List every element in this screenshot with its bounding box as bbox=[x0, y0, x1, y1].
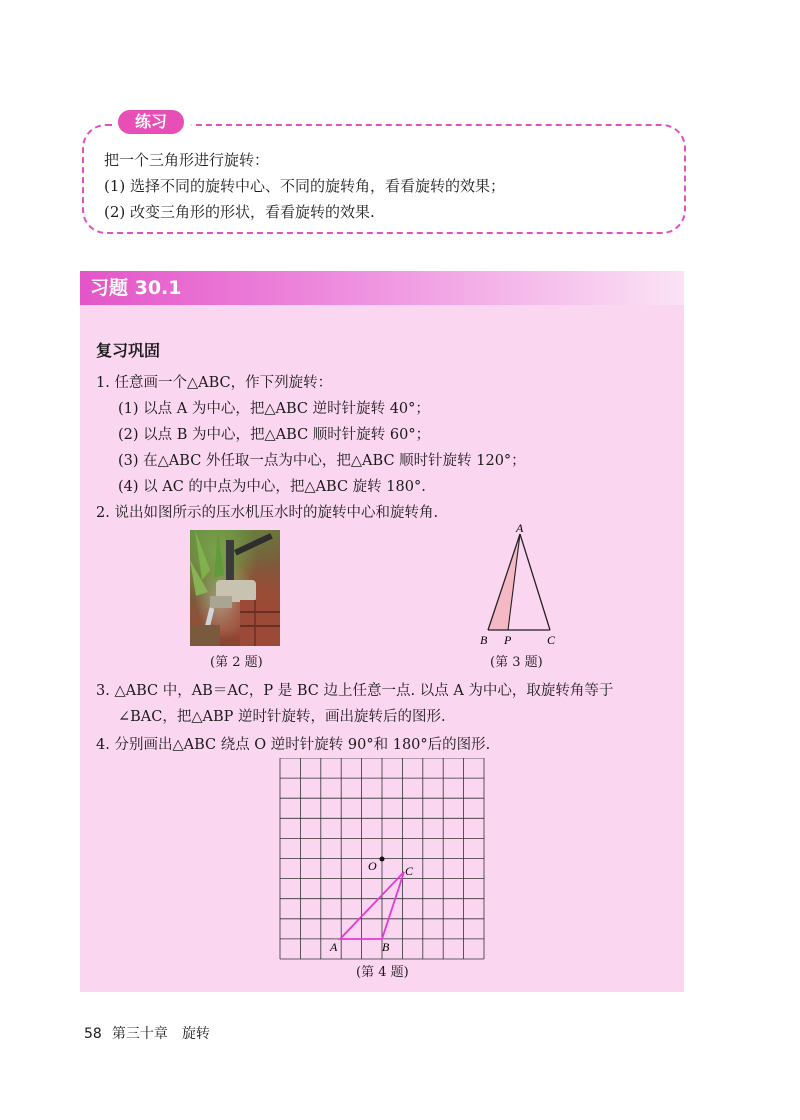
review-subheading: 复习巩固 bbox=[96, 341, 161, 360]
problem-1-part-4: (4) 以 AC 的中点为中心，把△ABC 旋转 180°. bbox=[118, 479, 426, 495]
problem-1-part-1: (1) 以点 A 为中心，把△ABC 逆时针旋转 40°； bbox=[118, 401, 430, 417]
fig3-label-b: B bbox=[480, 633, 488, 647]
fig2-caption: (第 2 题) bbox=[210, 655, 263, 670]
water-pump-illustration bbox=[190, 530, 280, 646]
triangle-abc bbox=[340, 872, 404, 939]
problem-1-part-2: (2) 以点 B 为中心，把△ABC 顺时针旋转 60°； bbox=[118, 427, 431, 443]
fig3-caption: (第 3 题) bbox=[490, 655, 543, 670]
problem-2: 2. 说出如图所示的压水机压水时的旋转中心和旋转角. bbox=[96, 505, 439, 521]
page-footer bbox=[84, 1024, 210, 1044]
side-ac bbox=[520, 534, 550, 630]
practice-line-1: 把一个三角形进行旋转： bbox=[104, 151, 270, 169]
fig4-label-a: A bbox=[330, 940, 338, 954]
practice-line-3: (2) 改变三角形的形状，看看旋转的效果. bbox=[104, 203, 375, 221]
point-o bbox=[380, 857, 385, 862]
problem-1: 1. 任意画一个△ABC，作下列旋转： bbox=[96, 375, 333, 391]
water-pump-photo bbox=[190, 530, 280, 646]
fig4-label-o: O bbox=[368, 859, 377, 873]
fig3-label-a: A bbox=[516, 522, 524, 535]
fig4-label-c: C bbox=[405, 864, 414, 878]
fig3-triangle-diagram bbox=[470, 522, 570, 650]
practice-tag bbox=[112, 108, 192, 136]
section-title: 习题 30.1 bbox=[90, 277, 182, 299]
chapter-topic: 旋转 bbox=[181, 1026, 210, 1042]
fig4-label-b: B bbox=[382, 940, 390, 954]
problem-3: 3. △ABC 中，AB＝AC，P 是 BC 边上任意一点. 以点 A 为中心，取旋转角等于 bbox=[96, 683, 614, 699]
fig3-label-p: P bbox=[504, 633, 512, 647]
fig4-caption: (第 4 题) bbox=[356, 965, 409, 980]
fig4-grid-diagram bbox=[278, 758, 486, 962]
page-number: 58 bbox=[84, 1026, 102, 1042]
practice-line-2: (1) 选择不同的旋转中心、不同的旋转角，看看旋转的效果； bbox=[104, 177, 506, 195]
problem-4: 4. 分别画出△ABC 绕点 O 逆时针旋转 90°和 180°后的图形. bbox=[96, 737, 491, 753]
problem-3-continued: ∠BAC，把△ABP 逆时针旋转，画出旋转后的图形. bbox=[118, 709, 446, 725]
chapter-name: 第三十章 bbox=[111, 1026, 168, 1042]
practice-tag-label: 练习 bbox=[118, 110, 184, 134]
problem-1-part-3: (3) 在△ABC 外任取一点为中心，把△ABC 顺时针旋转 120°； bbox=[118, 453, 526, 469]
fig3-label-c: C bbox=[547, 633, 556, 647]
